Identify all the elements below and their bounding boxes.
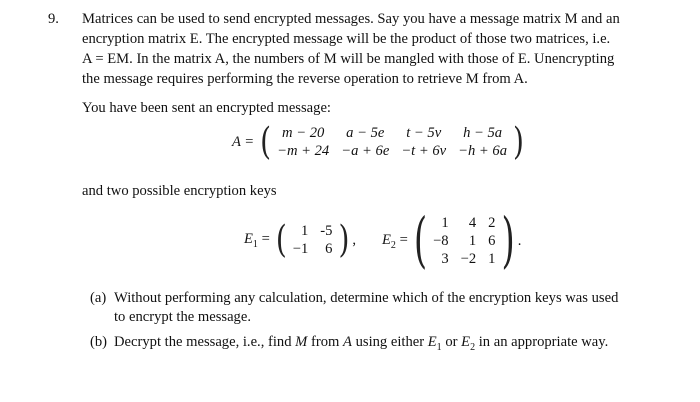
matrix-e1-comma: , <box>352 232 357 248</box>
matrix-e1 <box>244 217 357 262</box>
matrix-cell: 1 <box>300 223 309 239</box>
matrix-e1-label: $E_1$ = <box>244 231 270 250</box>
matrix-cell: −2 <box>460 251 477 267</box>
matrix-cell: 6 <box>488 233 496 249</box>
part-b-label: (b) <box>90 334 108 350</box>
matrix-cell: 4 <box>468 215 477 231</box>
matrix-cell: −h + 6a <box>458 143 508 159</box>
matrix-a-body <box>271 124 513 160</box>
part-b-text: Decrypt the message, i.e., find M from A using either $E_1$ or $E_2$ in an appropriate way. <box>114 334 609 353</box>
matrix-cell: −8 <box>433 233 449 249</box>
matrix-cell: −m + 24 <box>277 143 330 159</box>
matrix-e1-body <box>287 222 339 258</box>
question-prompt: You have been sent an encrypted message: <box>82 100 331 116</box>
question-line-2: encryption matrix E. The encrypted message will be the product of those two matrices, i.e. <box>82 31 611 47</box>
right-paren: ) <box>338 217 350 262</box>
matrix-cell: a − 5e <box>346 125 385 141</box>
matrix-a-label: A = <box>232 134 255 150</box>
right-paren: ) <box>513 119 524 164</box>
matrix-cell: m − 20 <box>282 125 325 141</box>
matrix-cell: -5 <box>320 223 333 239</box>
question-line-3: A = EM. In the matrix A, the numbers of M will be mangled with those of E. Unencrypting <box>82 51 615 67</box>
part-a-line-1: Without performing any calculation, determine which of the encryption keys was used <box>114 290 619 306</box>
right-paren: ) <box>501 206 515 276</box>
left-paren: ( <box>413 206 428 276</box>
matrix-cell: 1 <box>488 251 496 267</box>
left-paren: ( <box>260 119 272 164</box>
question-line-1: Matrices can be used to send encrypted messages. Say you have a message matrix M and an <box>82 11 620 27</box>
matrix-e2-body <box>427 214 501 268</box>
matrix-e2 <box>382 206 522 276</box>
question-number: 9. <box>48 11 59 27</box>
part-a-label: (a) <box>90 290 107 306</box>
matrix-cell: 1 <box>441 215 449 231</box>
matrix-cell: t − 5v <box>406 125 442 141</box>
matrix-cell: 3 <box>441 251 449 267</box>
matrix-a <box>232 119 524 164</box>
keys-intro: and two possible encryption keys <box>82 183 277 199</box>
question-line-4: the message requires performing the reverse operation to retrieve M from A. <box>82 71 528 87</box>
matrix-cell: 6 <box>325 241 333 257</box>
matrix-cell: 1 <box>468 233 477 249</box>
matrix-cell: −a + 6e <box>341 143 390 159</box>
matrix-cell: −1 <box>292 241 309 257</box>
matrix-e2-label: $E_2$ = <box>382 232 408 251</box>
matrix-cell: 2 <box>488 215 496 231</box>
left-paren: ( <box>275 217 287 262</box>
matrix-cell: h − 5a <box>463 125 503 141</box>
matrix-cell: −t + 6v <box>401 143 447 159</box>
part-a-line-2: to encrypt the message. <box>114 309 251 325</box>
matrix-e2-period: . <box>517 233 522 249</box>
